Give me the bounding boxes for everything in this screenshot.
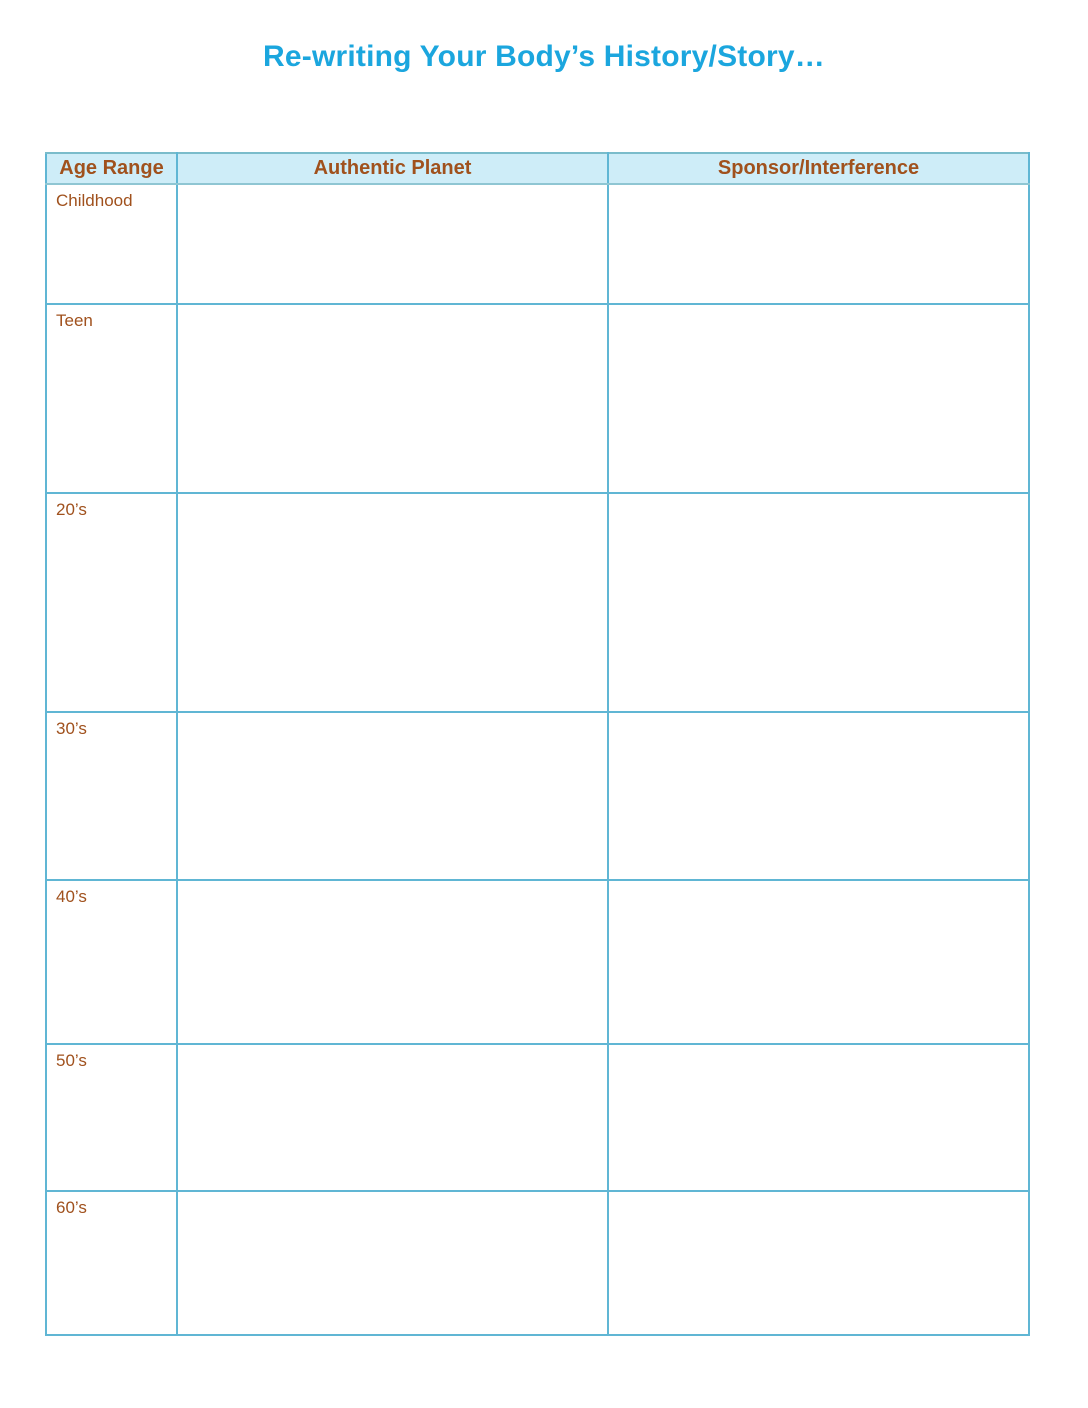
authentic-planet-cell: [177, 880, 608, 1044]
sponsor-interference-cell: [608, 493, 1029, 712]
authentic-planet-cell: [177, 1044, 608, 1191]
sponsor-interference-cell: [608, 304, 1029, 493]
header-row: [46, 153, 1029, 184]
sponsor-interference-cell: [608, 184, 1029, 304]
age-range-label: 30’s: [46, 712, 177, 880]
age-range-label: 60’s: [46, 1191, 177, 1335]
table-row-40s: [46, 880, 1029, 1044]
age-range-label: 20’s: [46, 493, 177, 712]
sponsor-interference-cell: [608, 1044, 1029, 1191]
authentic-planet-cell: [177, 304, 608, 493]
authentic-planet-cell: [177, 184, 608, 304]
table-row-30s: [46, 712, 1029, 880]
sponsor-interference-cell: [608, 1191, 1029, 1335]
table-row-50s: [46, 1044, 1029, 1191]
authentic-planet-cell: [177, 712, 608, 880]
age-range-label: 40’s: [46, 880, 177, 1044]
page-title: Re-writing Your Body’s History/Story…: [263, 40, 825, 73]
worksheet-table: [45, 152, 1030, 1336]
table-row-childhood: [46, 184, 1029, 304]
age-range-label: Teen: [46, 304, 177, 493]
sponsor-interference-cell: [608, 880, 1029, 1044]
authentic-planet-cell: [177, 493, 608, 712]
header-cell-authentic-planet: Authentic Planet: [177, 153, 608, 184]
table-row-20s: [46, 493, 1029, 712]
table-row-60s: [46, 1191, 1029, 1335]
header-cell-sponsor-interference: Sponsor/Interference: [608, 153, 1029, 184]
sponsor-interference-cell: [608, 712, 1029, 880]
authentic-planet-cell: [177, 1191, 608, 1335]
table-row-teen: [46, 304, 1029, 493]
age-range-label: 50’s: [46, 1044, 177, 1191]
header-cell-age-range: Age Range: [46, 153, 177, 184]
age-range-label: Childhood: [46, 184, 177, 304]
